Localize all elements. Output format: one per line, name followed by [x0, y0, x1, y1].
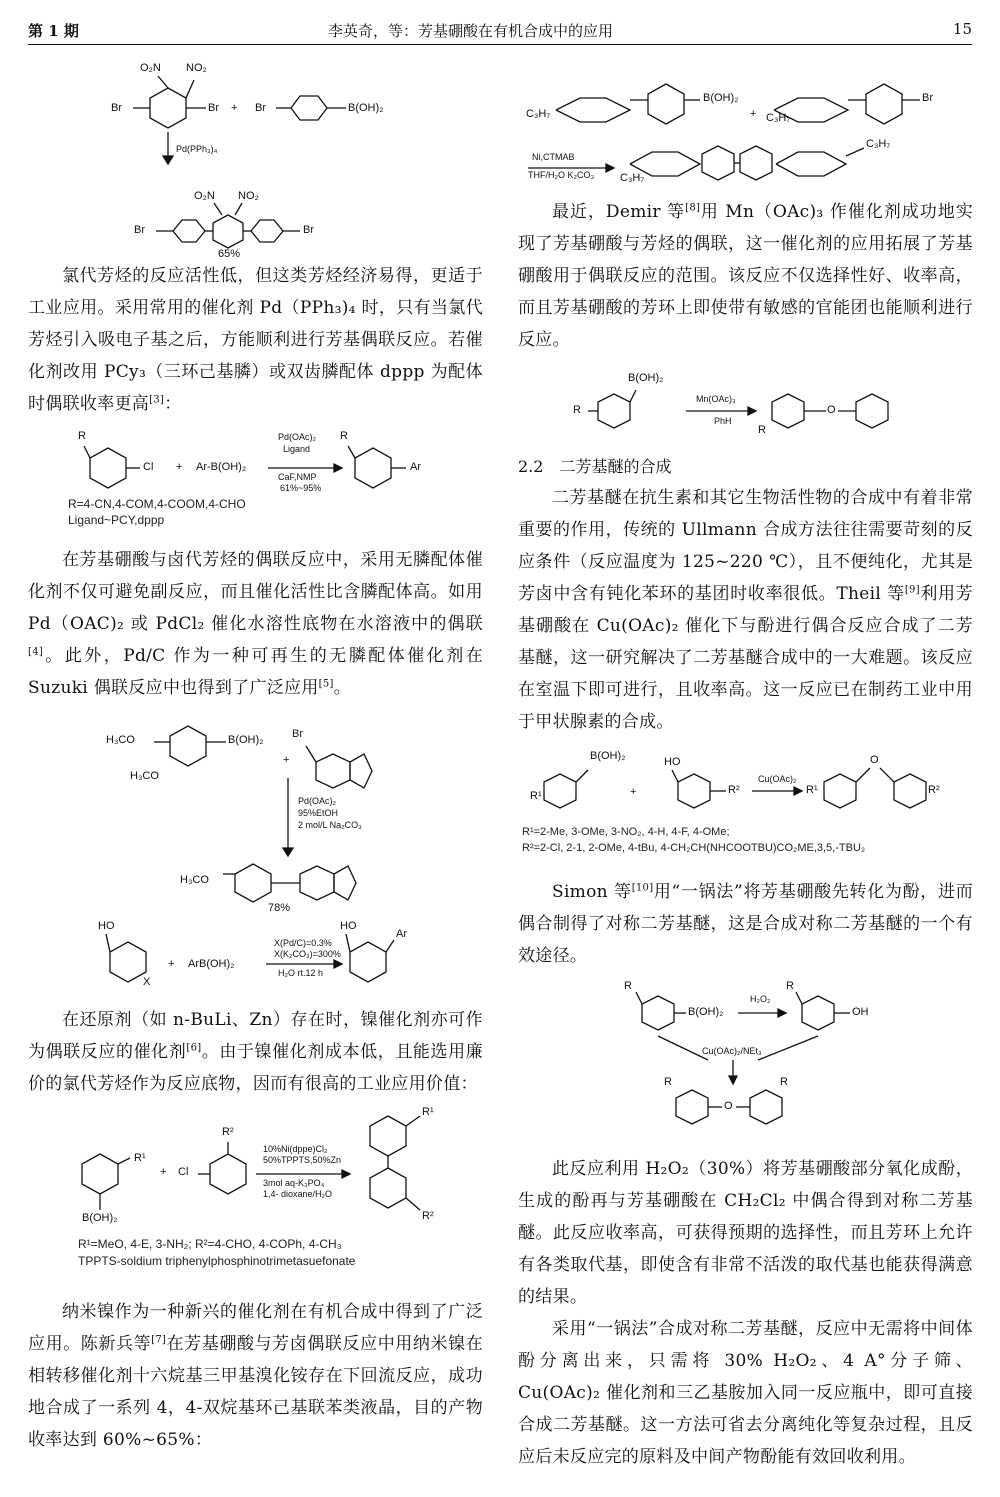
cl-label: Cl [143, 461, 154, 473]
br-label-2: Br [208, 102, 219, 114]
ar-label: Ar [410, 461, 421, 473]
br-label-3: Br [255, 102, 266, 114]
catalyst-label: Pd(PPh₃)₄ [176, 144, 218, 154]
citation: [8] [685, 202, 701, 214]
paragraph-diaryl-ether [518, 482, 973, 738]
yield-label: 65% [218, 248, 241, 260]
citation: [4] [28, 646, 44, 658]
paragraph-manganese [518, 196, 973, 356]
scheme-5-graphic [28, 1106, 483, 1256]
r-label: R [624, 980, 632, 992]
left-column [28, 60, 483, 1456]
r1-note: R¹=2-Me, 3-OMe, 3-NO₂, 4-H, 4-F, 4-OMe; [522, 826, 730, 838]
para-end: 在芳基硼酸与芳卤偶联反应中用纳米镍在相转移催化剂十六烷基三甲基溴化铵存在下回流反应，成功地合成了一系列 4，4-双烷基环己基联苯类液晶，目的产物收率达到 60%~65%： [28, 1334, 483, 1450]
r2-label-product: R² [928, 784, 940, 796]
o2n-label-product: O₂N [194, 190, 215, 202]
cond-solvent: CaF,NMP [278, 472, 317, 482]
citation: [6] [186, 1042, 202, 1054]
cond-ligand: 50%TPPTS,50%Zn [263, 1155, 342, 1165]
running-title: 李英奇，等：芳基硼酸在有机合成中的应用 [328, 22, 614, 40]
scheme-methylenedioxy [28, 714, 483, 914]
propyl-label-2: C₃H₇ [766, 112, 791, 124]
citation: [7] [151, 1334, 167, 1346]
cond-solvent: 95%EtOH [298, 808, 339, 818]
page-header [28, 14, 972, 45]
citation: [10] [631, 882, 654, 894]
cond-catalyst: Pd(OAc)₂ [278, 432, 316, 442]
arylboronic-label: ArB(OH)₂ [188, 958, 235, 970]
tppts-note: TPPTS-soldium triphenylphosphinotrimetasuefonate [78, 1254, 356, 1268]
para-text: 氯代芳烃的反应活性低，但这类芳烃经济易得，更适于工业应用。采用常用的催化剂 Pd（PPh₃)₄ 时，只有当氯代芳烃引入吸电子基之后，方能顺利进行芳基偶联反应。若催化剂改用 PCy₃（三环己基膦）或双齿膦配体 dppp 为配体时偶联收率更高 [28, 266, 483, 414]
scheme-dinitro-coupling [28, 60, 483, 260]
para-end: 利用芳基硼酸在 Cu(OAc)₂ 催化下与酚进行偶合反应合成了二芳基醚，这一研究解决了二芳基醚合成中的一大难题。该反应在室温下即可进行，且收率高。这一反应已在制药工业中用于甲状腺素的合成。 [518, 584, 973, 732]
br-label-product: Br [134, 224, 145, 236]
arylboronic-label: Ar-B(OH)₂ [196, 461, 247, 473]
cond-base: 3mol aq-K₃PO₄ [263, 1178, 325, 1188]
boh2-label: B(OH)₂ [228, 734, 264, 746]
citation: [9] [904, 584, 920, 596]
paragraph-h2o2: 此反应利用 H₂O₂（30%）将芳基硼酸部分氧化成酚，生成的酚再与芳基硼酸在 CH₂Cl₂ 中偶合得到对称二芳基醚。此反应收率高，可获得预期的选择性，而且芳环上允许有各类取代基，即使含有非常不活泼的取代基也能获得满意的结果。 [518, 1159, 973, 1307]
scheme-7-graphic [518, 362, 973, 444]
ho-label: HO [664, 756, 681, 768]
paragraph-nano-nickel [28, 1296, 483, 1456]
plus-sign: + [630, 786, 637, 798]
scheme-8-graphic [518, 744, 973, 824]
boh2-label: B(OH)₂ [703, 92, 739, 104]
para-end: ： [164, 394, 182, 414]
para-text: 纳米镍作为一种新兴的催化剂在有机合成中得到了广泛应用。陈新兵等 [28, 1302, 483, 1354]
r-label: R [573, 404, 581, 416]
paragraph-nickel [28, 1004, 483, 1100]
cond-solvent: PhH [714, 416, 732, 426]
o-label: O [827, 404, 836, 416]
cond-catalyst: 10%Ni(dppe)Cl₂ [263, 1144, 328, 1154]
no2-label-product: NO₂ [238, 190, 259, 202]
plus-sign: + [160, 1166, 167, 1178]
section-heading: 2.2 二芳基醚的合成 [518, 457, 672, 476]
cond-yield: 61%~95% [280, 483, 322, 493]
paragraph-phosphine-free [28, 544, 483, 704]
cond-oxidant: H₂O₂ [750, 994, 771, 1004]
paragraph-one-pot [518, 876, 973, 972]
x-label: X [143, 976, 151, 988]
plus-sign: + [168, 958, 175, 970]
yield-label: 78% [268, 902, 291, 914]
cond-catalyst: Cu(OAc)₂ [758, 774, 797, 784]
oh-label: OH [852, 1006, 869, 1018]
cond-base: X(K₂CO₃)=300% [274, 949, 341, 959]
cond-ligand: Ligand [283, 444, 311, 454]
para-end: 用 Mn（OAc)₃ 作催化剂成功地实现了芳基硼酸与芳烃的偶联，这一催化剂的应用拓展了芳基硼酸用于偶联反应的范围。该反应不仅选择性好、收率高，而且芳基硼酸的芳环上即使带有敏感的官能团也能顺利进行反应。 [518, 202, 973, 350]
para-text: 最近，Demir 等 [552, 202, 686, 222]
plus-sign: + [283, 754, 290, 766]
cond-catalyst: Ni,CTMAB [532, 152, 575, 162]
br-label-product-2: Br [303, 224, 314, 236]
r2-note: R²=2-Cl, 2-1, 2-OMe, 4-tBu, 4-CH₂CH(NHCOOTBU)CO₂ME,3,5,-TBU₂ [522, 842, 866, 854]
scheme-9-graphic [518, 980, 973, 1145]
h3co-label-2: H₃CO [130, 770, 159, 782]
propyl-label-product-2: C₃H₇ [866, 138, 891, 150]
ar-label: Ar [396, 928, 407, 940]
para-text: 二芳基醚在抗生素和其它生物活性物的合成中有着非常重要的作用，传统的 Ullmann 合成方法往往需要苛刻的反应条件（反应温度为 125~220 ℃），且不便纯化，尤其是芳卤中含有钝化苯环的基团时收率很低。Theil 等 [518, 488, 973, 604]
br-label: Br [922, 92, 933, 104]
para-end: 。由于镍催化剂成本低，且能选用廉价的氯代芳烃作为反应底物，因而有很高的工业应用价值： [28, 1042, 483, 1094]
para-text-2: 。此外，Pd/C 作为一种可再生的无膦配体催化剂在 Suzuki 偶联反应中也得到了广泛应用 [28, 646, 483, 698]
r-label-product-2: R [780, 1076, 788, 1088]
scheme-copper-etherification [518, 744, 973, 864]
boh2-label: B(OH)₂ [590, 750, 626, 762]
r2-label: R² [222, 1126, 234, 1138]
cl-label: Cl [178, 1166, 189, 1178]
scheme-manganese [518, 362, 973, 444]
para-end: 用“一锅法”将芳基硼酸先转化为酚，进而偶合制得了对称二芳基醚，这是合成对称二芳基醚的一个有效途径。 [518, 882, 973, 966]
scheme-4-graphic [28, 914, 483, 1004]
substituent-note: R=4-CN,4-COM,4-COOM,4-CHO [68, 497, 246, 511]
cond-solvent: H₂O rt.12 h [278, 968, 324, 978]
para-end: 。 [333, 678, 352, 698]
cond-solvent: THF/H₂O K₂CO₃ [528, 170, 595, 180]
boh2-label: B(OH)₂ [82, 1212, 118, 1224]
h3co-label-product: H₃CO [180, 874, 209, 886]
ho-label: HO [98, 920, 115, 932]
scheme-liquid-crystal [518, 60, 973, 190]
plus-sign: + [750, 108, 757, 120]
r1-label: R¹ [530, 790, 542, 802]
br-label: Br [292, 728, 303, 740]
scheme-chloroarene-coupling [28, 428, 483, 528]
propyl-label-product: C₃H₇ [620, 172, 645, 184]
br-label: Br [111, 102, 122, 114]
r-label-product: R [340, 430, 348, 442]
cond-catalyst: Mn(OAc)₃ [696, 394, 736, 404]
para-text: Simon 等 [552, 882, 632, 902]
boh2-label: B(OH)₂ [628, 372, 664, 384]
no2-label: NO₂ [186, 62, 207, 74]
boh2-label: B(OH)₂ [688, 1006, 724, 1018]
scheme-nickel-coupling [28, 1106, 483, 1296]
paragraph-chloroarene [28, 260, 483, 420]
para-text: 在还原剂（如 n-BuLi、Zn）存在时，镍催化剂亦可作为偶联反应的催化剂 [28, 1010, 483, 1062]
r2-label-product: R² [422, 1210, 434, 1222]
paragraph-one-pot-advantages: 采用“一锅法”合成对称二芳基醚，反应中无需将中间体酚分离出来，只需将 30% H₂O₂、4 A°分子筛、Cu(OAc)₂ 催化剂和三乙基胺加入同一反应瓶中，即可直接合成二芳基醚。这一方法可省去分离纯化等复杂过程，且反应后未反应完的原料及中间产物酚能有效回收利用。 [518, 1319, 973, 1467]
ligand-note: Ligand~PCY,dppp [68, 513, 165, 527]
r1-label: R¹ [134, 1152, 146, 1164]
r-label-product: R [758, 424, 766, 436]
o-label: O [870, 754, 879, 766]
citation: [3] [149, 394, 165, 406]
citation-2: [5] [318, 678, 334, 690]
boronic-acid-label: B(OH)₂ [348, 102, 384, 114]
r-label-phenol: R [786, 980, 794, 992]
scheme-1-graphic [28, 60, 483, 260]
propyl-label: C₃H₇ [526, 108, 551, 120]
substituent-note: R¹=MeO, 4-E, 3-NH₂; R²=4-CHO, 4-COPh, 4-CH₃ [78, 1237, 342, 1251]
para-text: 在芳基硼酸与卤代芳烃的偶联反应中，采用无膦配体催化剂不仅可避免副反应，而且催化活性比含膦配体高。如用 Pd（OAC)₂ 或 PdCl₂ 催化水溶性底物在水溶液中的偶联 [28, 550, 483, 634]
r1-label-product: R¹ [422, 1106, 434, 1118]
o2n-label: O₂N [140, 62, 161, 74]
ho-label-product: HO [340, 920, 357, 932]
h3co-label: H₃CO [106, 734, 135, 746]
r1-label-product: R¹ [806, 784, 818, 796]
scheme-halophenol [28, 914, 483, 1004]
r2-label: R² [728, 784, 740, 796]
scheme-one-pot [518, 980, 973, 1145]
r-label-product: R [664, 1076, 672, 1088]
page-number: 15 [952, 20, 972, 38]
r-label: R [78, 430, 86, 442]
o-label: O [724, 1100, 733, 1112]
issue-number: 第 1 期 [28, 22, 79, 40]
plus-sign: + [231, 102, 238, 114]
cond-base: 2 mol/L Na₂CO₃ [298, 820, 362, 830]
cond-catalyst: Cu(OAc)₂/NEt₃ [702, 1046, 762, 1056]
cond-pd: X(Pd/C)=0.3% [274, 938, 332, 948]
right-column [518, 60, 973, 1473]
plus-sign: + [176, 461, 183, 473]
cond-catalyst: Pd(OAc)₂ [298, 796, 336, 806]
cond-solvent: 1,4- dioxane/H₂O [263, 1189, 333, 1199]
